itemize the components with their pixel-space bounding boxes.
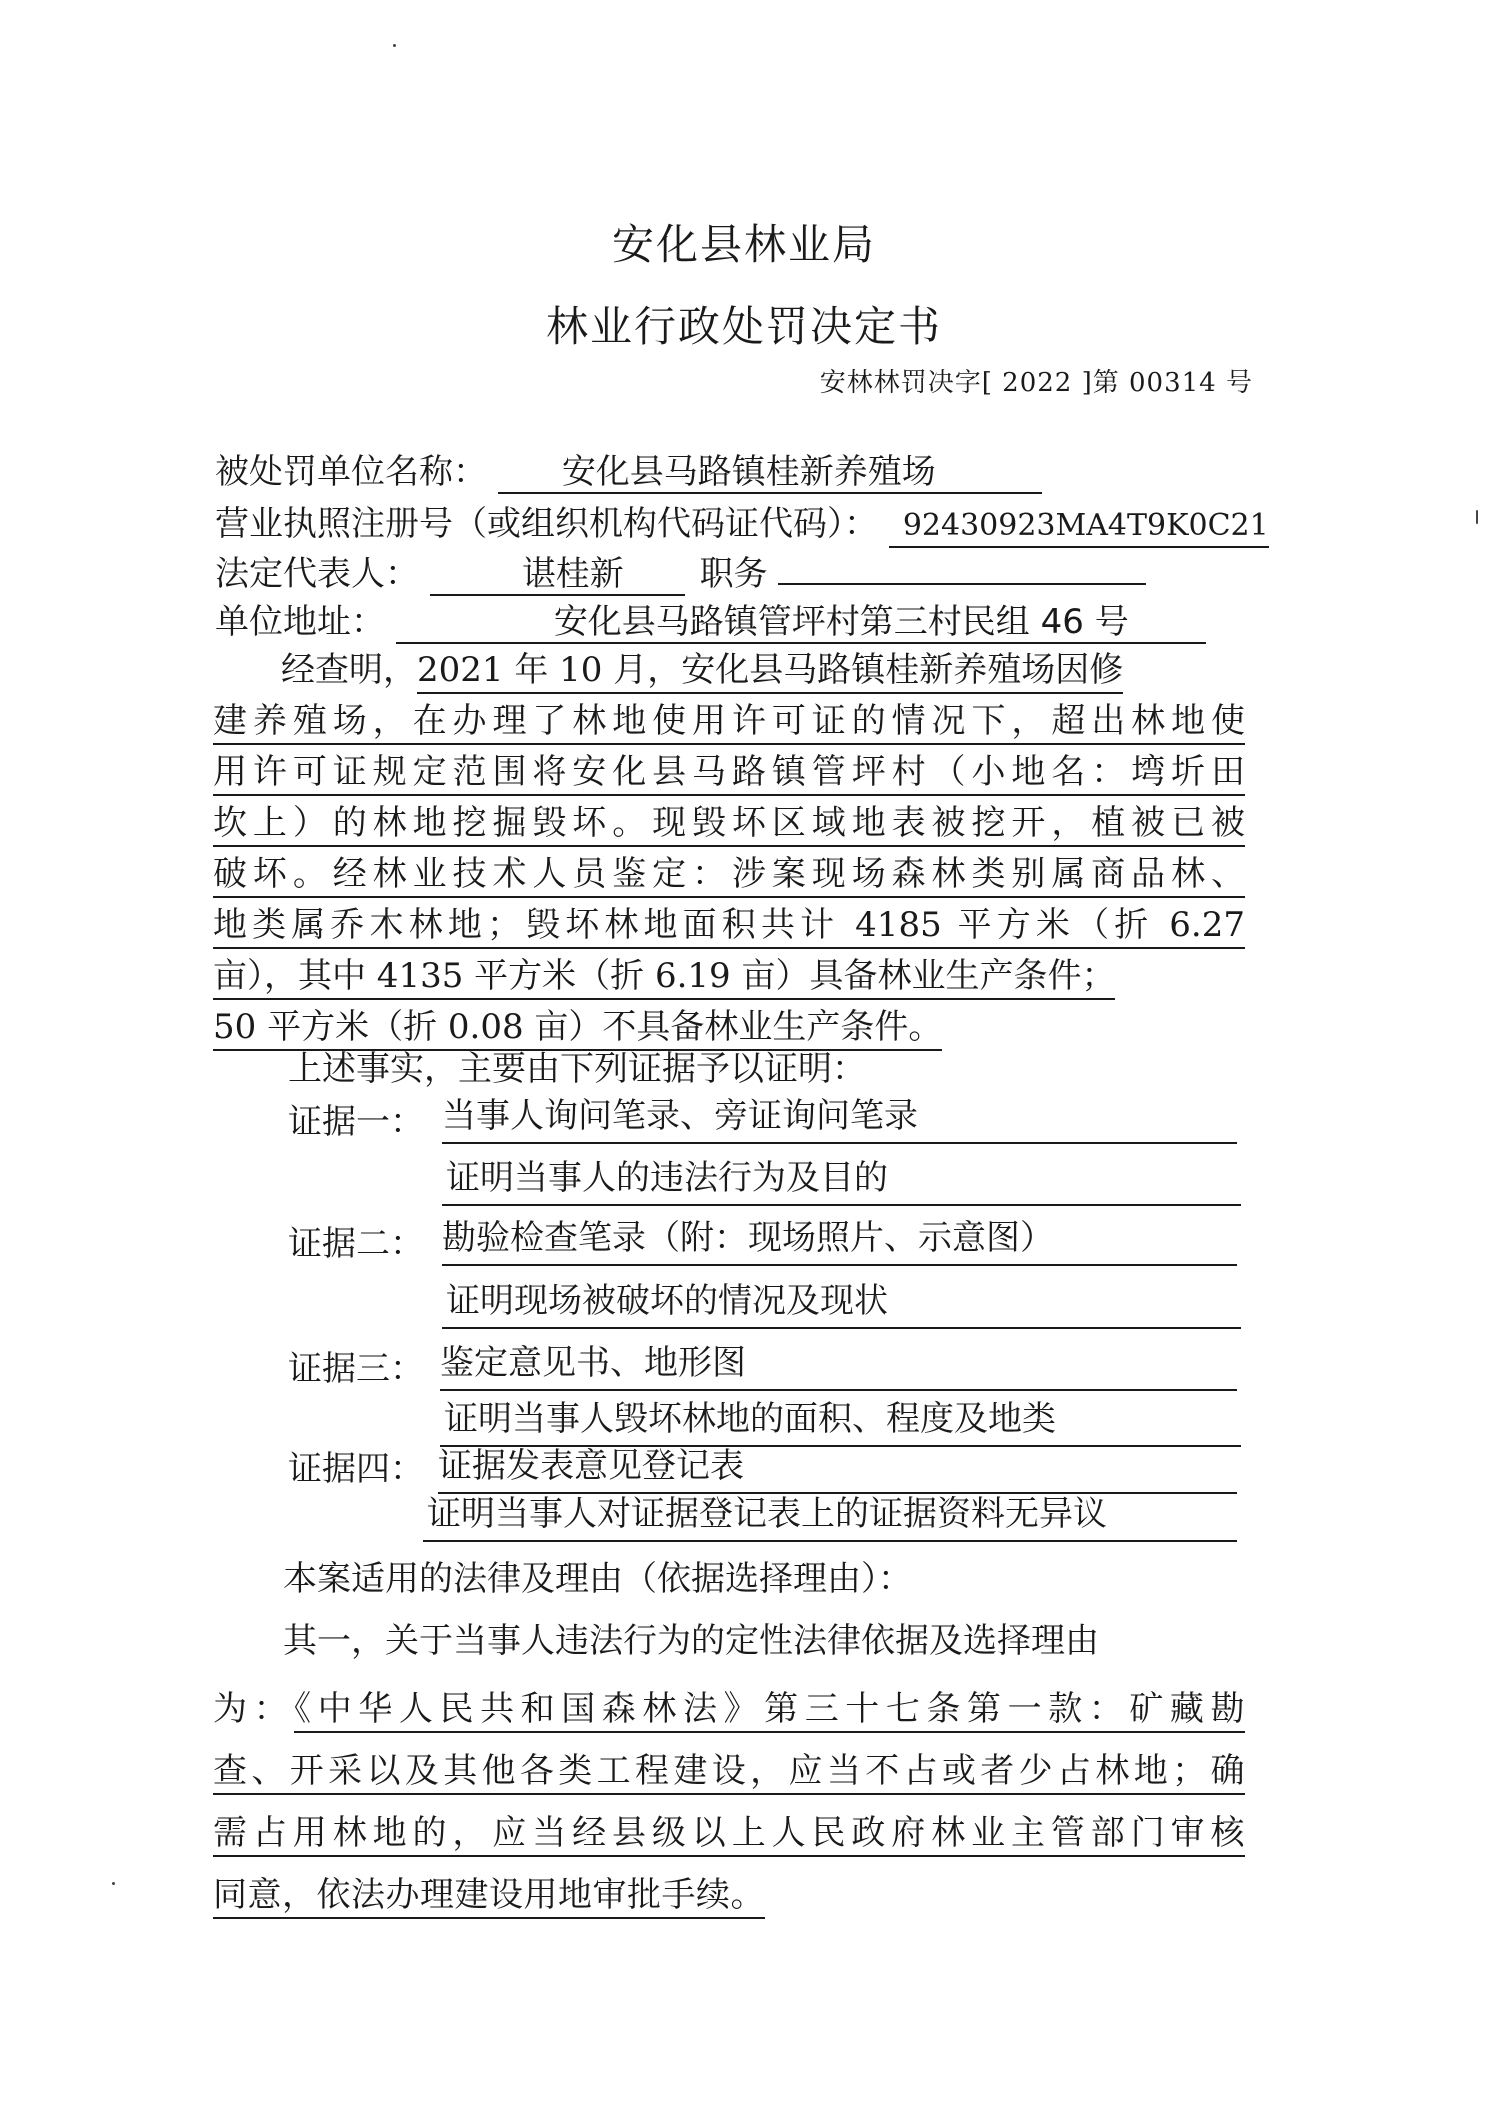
scan-edge-mark: [1476, 510, 1478, 524]
evidence-4-proves: 证明当事人对证据登记表上的证据资料无异议: [423, 1488, 1237, 1542]
evidence-1-label: 证据一：: [288, 1102, 424, 1142]
evidence-2-item: 勘验检查笔录（附：现场照片、示意图）: [442, 1212, 1237, 1266]
facts-line: 经查明，2021 年 10 月，安化县马路镇桂新养殖场因修: [213, 645, 1245, 696]
evidence-intro: 上述事实，主要由下列证据予以证明：: [288, 1049, 866, 1089]
license-row: [215, 500, 1269, 548]
position-label: 职务: [699, 554, 768, 594]
license-label: 营业执照注册号（或组织机构代码证代码）：: [215, 504, 878, 544]
law-paragraph-lead: 其一，关于当事人违法行为的定性法律依据及选择理由: [283, 1621, 1099, 1661]
law-line: 需占用林地的，应当经县级以上人民政府林业主管部门审核: [213, 1802, 1245, 1864]
evidence-4-label: 证据四：: [288, 1449, 424, 1489]
evidence-2-proves: 证明现场被破坏的情况及现状: [442, 1275, 1241, 1329]
evidence-3-label: 证据三：: [288, 1349, 424, 1389]
evidence-4-item: 证据发表意见登记表: [438, 1440, 1237, 1494]
facts-line: 用许可证规定范围将安化县马路镇管坪村（小地名：塆圻田: [213, 747, 1245, 798]
law-line: 为：《中华人民共和国森林法》第三十七条第一款：矿藏勘: [213, 1678, 1245, 1740]
unit-name-row: [215, 448, 1042, 496]
position-value: [778, 583, 1146, 585]
license-value: 92430923MA4T9K0C21: [889, 506, 1269, 548]
evidence-3-proves: 证明当事人毁坏林地的面积、程度及地类: [440, 1393, 1241, 1447]
representative-row: [215, 550, 1146, 598]
facts-line: 亩），其中 4135 平方米（折 6.19 亩）具备林业生产条件；: [213, 951, 1245, 1002]
evidence-1-proves: 证明当事人的违法行为及目的: [442, 1152, 1241, 1206]
document-number: 安林林罚决字[ 2022 ]第 00314 号: [819, 368, 1253, 398]
evidence-3-item: 鉴定意见书、地形图: [440, 1337, 1237, 1391]
scan-speck: [112, 1882, 115, 1885]
scan-speck: [393, 44, 396, 47]
agency-title: 安化县林业局: [611, 220, 876, 269]
address-label: 单位地址：: [215, 602, 385, 642]
document-title: 林业行政处罚决定书: [545, 302, 942, 351]
address-value: 安化县马路镇管坪村第三村民组 46 号: [396, 602, 1206, 644]
facts-line: 破坏。经林业技术人员鉴定：涉案现场森林类别属商品林、: [213, 849, 1245, 900]
facts-line: 坎上）的林地挖掘毁坏。现毁坏区域地表被挖开，植被已被: [213, 798, 1245, 849]
representative-label: 法定代表人：: [215, 554, 419, 594]
law-paragraph: [213, 1678, 1245, 1926]
representative-value: 谌桂新: [430, 554, 685, 596]
law-line: 同意，依法办理建设用地审批手续。: [213, 1864, 1245, 1926]
law-intro: 本案适用的法律及理由（依据选择理由）：: [283, 1559, 912, 1599]
facts-line: 地类属乔木林地；毁坏林地面积共计 4185 平方米（折 6.27: [213, 900, 1245, 951]
unit-name-value: 安化县马路镇桂新养殖场: [498, 452, 1042, 494]
law-line: 查、开采以及其他各类工程建设，应当不占或者少占林地；确: [213, 1740, 1245, 1802]
evidence-2-label: 证据二：: [288, 1224, 424, 1264]
address-row: [215, 598, 1206, 646]
evidence-1-item: 当事人询问笔录、旁证询问笔录: [442, 1090, 1237, 1144]
facts-line: 50 平方米（折 0.08 亩）不具备林业生产条件。: [213, 1002, 1245, 1053]
facts-paragraph: [213, 645, 1245, 1053]
unit-name-label: 被处罚单位名称：: [215, 452, 487, 492]
facts-line: 建养殖场，在办理了林地使用许可证的情况下，超出林地使: [213, 696, 1245, 747]
